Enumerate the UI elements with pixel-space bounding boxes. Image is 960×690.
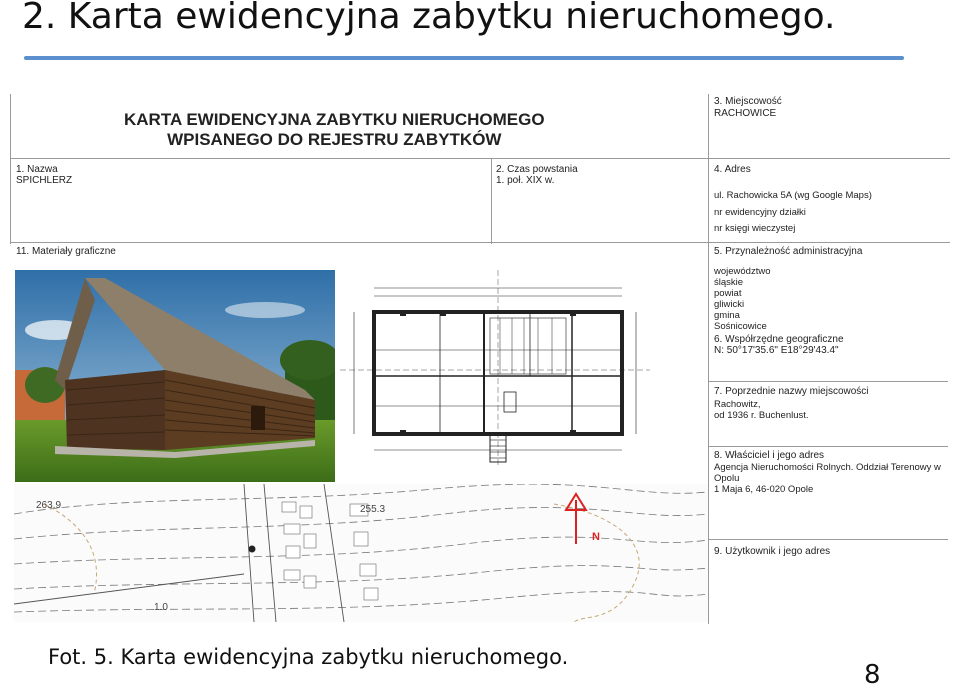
slide-title: 2. Karta ewidencyjna zabytku nieruchomego. bbox=[22, 0, 836, 37]
heritage-record-card bbox=[10, 94, 960, 624]
grid-divider bbox=[10, 242, 950, 243]
grid-divider bbox=[491, 158, 492, 244]
field-5-label: 5. Przynależność administracyjna bbox=[714, 246, 863, 257]
map-label-c: 1.0 bbox=[154, 602, 168, 613]
north-label: N bbox=[592, 531, 600, 543]
field-5-line: gliwicki bbox=[714, 299, 745, 310]
grid-divider bbox=[10, 158, 950, 159]
field-6-label: 6. Współrzędne geograficzne bbox=[714, 334, 844, 345]
field-8-line2: Opolu bbox=[714, 473, 740, 484]
field-7-label: 7. Poprzednie nazwy miejscowości bbox=[714, 386, 869, 397]
field-4-label: 4. Adres bbox=[714, 164, 751, 175]
grid-divider bbox=[10, 94, 11, 244]
card-heading-line2: WPISANEGO DO REJESTRU ZABYTKÓW bbox=[167, 130, 502, 149]
field-3-label: 3. Miejscowość bbox=[714, 96, 782, 107]
field-4-line1: ul. Rachowicka 5A (wg Google Maps) bbox=[714, 190, 872, 201]
field-4-line3: nr księgi wieczystej bbox=[714, 223, 796, 234]
field-8-label: 8. Właściciel i jego adres bbox=[714, 450, 825, 461]
map-label-b: 255.3 bbox=[360, 504, 386, 515]
grid-divider bbox=[708, 381, 948, 382]
field-1-value: SPICHLERZ bbox=[16, 175, 73, 186]
field-7-line1: Rachowitz, bbox=[714, 399, 761, 410]
field-9-label: 9. Użytkownik i jego adres bbox=[714, 546, 831, 557]
page-number: 8 bbox=[864, 660, 881, 690]
field-2-label: 2. Czas powstania bbox=[496, 164, 578, 175]
field-6-value: N: 50°17'35.6" E18°29'43.4" bbox=[714, 345, 839, 356]
field-11-label: 11. Materiały graficzne bbox=[16, 246, 116, 257]
field-2-value: 1. poł. XIX w. bbox=[496, 175, 555, 186]
figure-caption: Fot. 5. Karta ewidencyjna zabytku nieruchomego. bbox=[48, 645, 569, 669]
floor-plan-drawing bbox=[340, 270, 650, 466]
grid-divider bbox=[708, 94, 709, 624]
field-7-line2: od 1936 r. Buchenlust. bbox=[714, 410, 809, 421]
field-1-label: 1. Nazwa bbox=[16, 164, 58, 175]
field-4-line2: nr ewidencyjny działki bbox=[714, 207, 806, 218]
title-underline bbox=[24, 56, 904, 60]
field-5-line: Sośnicowice bbox=[714, 321, 767, 332]
card-heading-line1: KARTA EWIDENCYJNA ZABYTKU NIERUCHOMEGO bbox=[124, 110, 545, 129]
field-8-line1: Agencja Nieruchomości Rolnych. Oddział Terenowy w bbox=[714, 462, 941, 473]
grid-divider bbox=[708, 446, 948, 447]
map-label-a: 263.9 bbox=[36, 500, 62, 511]
grid-divider bbox=[708, 539, 948, 540]
field-5-line: gmina bbox=[714, 310, 740, 321]
field-8-line3: 1 Maja 6, 46-020 Opole bbox=[714, 484, 814, 495]
field-5-line: województwo bbox=[714, 266, 771, 277]
field-5-line: śląskie bbox=[714, 277, 744, 288]
field-5-line: powiat bbox=[714, 288, 742, 299]
field-3-value: RACHOWICE bbox=[714, 108, 777, 119]
card-heading bbox=[124, 110, 545, 150]
granary-photo bbox=[15, 270, 335, 482]
site-map bbox=[14, 484, 708, 622]
